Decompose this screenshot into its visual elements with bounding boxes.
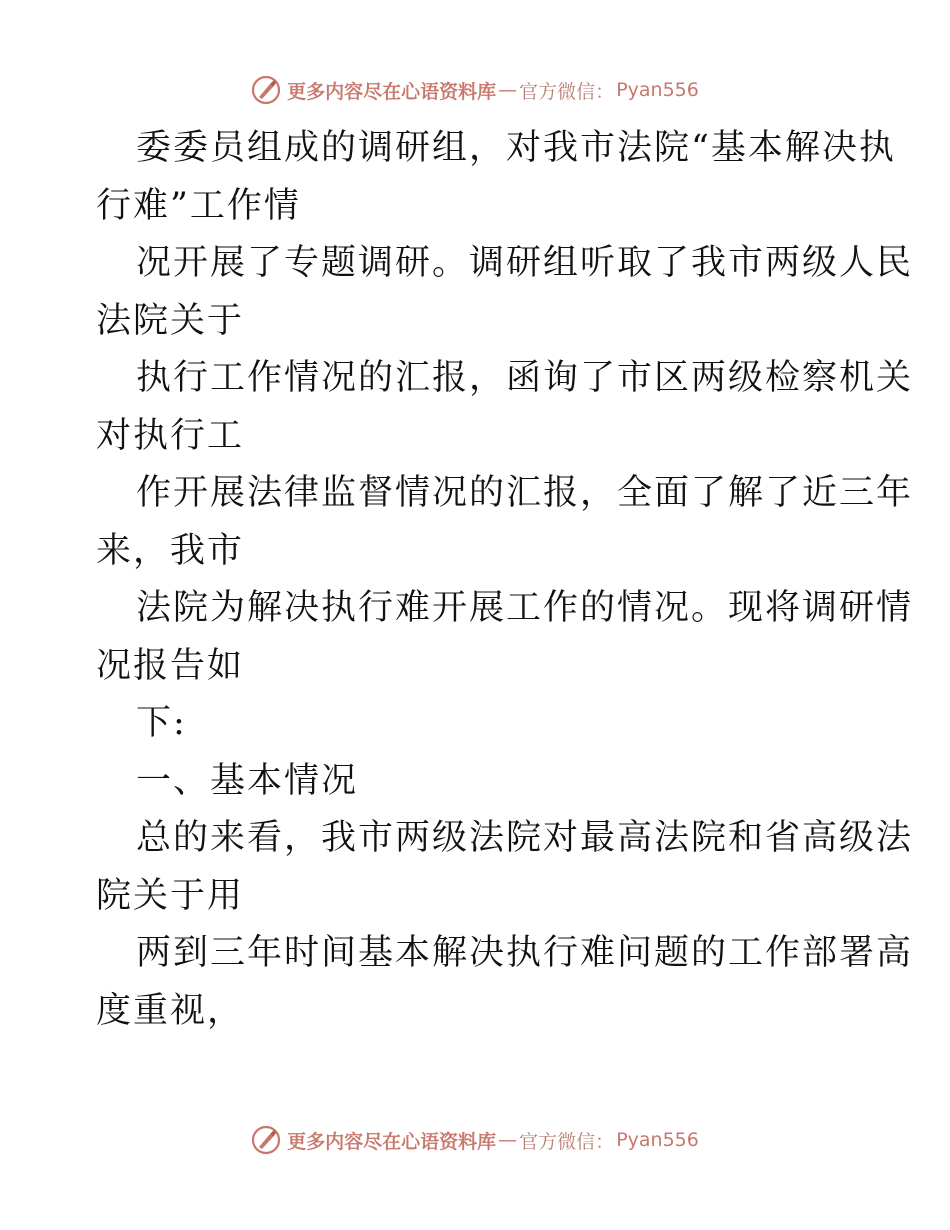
body-line: 法院关于 [96,300,245,341]
pen-logo-icon [251,1125,281,1155]
body-line: 下: [136,703,187,743]
watermark-text: 更多内容尽在心语资料库 [287,80,497,103]
body-line: 委委员组成的调研组，对我市法院“基本解决执 [136,128,896,168]
body-line: 度重视， [96,990,245,1031]
document-body [96,120,914,1040]
footer-watermark [0,1120,950,1160]
body-line: 来，我市 [96,530,245,571]
watermark-wechat-id: Pyan556 [616,79,699,101]
header-watermark [0,70,950,110]
watermark-official-label: 官方微信： [519,80,615,103]
watermark-text: 更多内容尽在心语资料库 [287,1130,497,1153]
watermark-dash: — [498,79,518,101]
body-line: 执行工作情况的汇报，函询了市区两级检察机关 [136,358,914,398]
pen-logo-icon [251,75,281,105]
body-line: 两到三年时间基本解决执行难问题的工作部署高 [136,933,914,973]
body-line: 行难”工作情 [96,185,301,226]
body-line: 作开展法律监督情况的汇报，全面了解了近三年 [136,473,914,513]
watermark-official-label: 官方微信： [519,1130,615,1153]
section-heading: 一、基本情况 [136,760,359,801]
body-line: 总的来看，我市两级法院对最高法院和省高级法 [136,818,914,858]
watermark-wechat-id: Pyan556 [616,1129,699,1151]
body-line: 况开展了专题调研。调研组听取了我市两级人民 [136,243,914,283]
body-line: 院关于用 [96,875,245,916]
body-line: 况报告如 [96,645,245,686]
body-line: 对执行工 [96,415,245,456]
watermark-dash: — [498,1129,518,1151]
body-line: 法院为解决执行难开展工作的情况。现将调研情 [136,588,914,628]
